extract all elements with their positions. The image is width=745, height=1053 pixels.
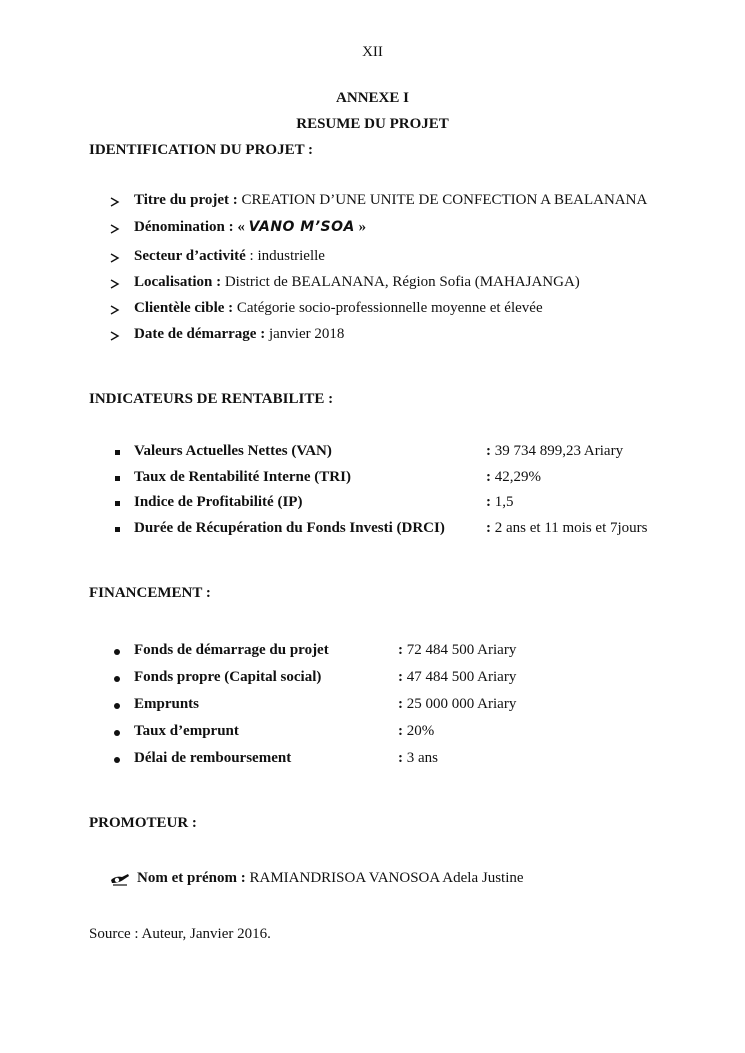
item-colon: :	[398, 750, 403, 766]
item-label: Valeurs Actuelles Nettes (VAN)	[134, 443, 332, 459]
list-item	[0, 723, 745, 743]
square-bullet-icon	[110, 494, 124, 511]
list-item	[0, 443, 745, 463]
item-label: Fonds propre (Capital social)	[134, 669, 322, 685]
list-item	[0, 750, 745, 770]
promoter-label: Nom et prénom :	[137, 870, 246, 886]
item-value: 72 484 500 Ariary	[406, 642, 517, 658]
list-item	[0, 192, 745, 212]
item-value: 3 ans	[406, 750, 438, 766]
item-label: Fonds de démarrage du projet	[134, 642, 329, 658]
item-label: Clientèle cible :	[134, 300, 234, 316]
identification-heading: IDENTIFICATION DU PROJET :	[89, 142, 314, 158]
item-colon: :	[486, 520, 491, 536]
item-label: Secteur d’activité	[134, 248, 246, 264]
item-colon: :	[486, 494, 491, 510]
item-value: 2 ans et 11 mois et 7jours	[494, 520, 648, 536]
arrow-bullet-icon	[110, 248, 124, 263]
item-colon: :	[398, 642, 403, 658]
item-label: Dénomination : «	[134, 219, 245, 235]
list-item	[0, 520, 745, 540]
item-colon: :	[486, 469, 491, 485]
square-bullet-icon	[110, 469, 124, 486]
dot-bullet-icon	[110, 642, 124, 660]
item-colon: :	[398, 696, 403, 712]
item-colon: :	[486, 443, 491, 459]
item-value: 20%	[406, 723, 435, 739]
item-value: 39 734 899,23 Ariary	[494, 443, 624, 459]
writing-hand-icon	[110, 871, 130, 892]
item-value: District de BEALANANA, Région Sofia (MAHAJANGA)	[224, 274, 580, 290]
list-item	[0, 642, 745, 662]
list-item	[0, 274, 745, 294]
item-label: Titre du projet :	[134, 192, 238, 208]
list-item	[0, 469, 745, 489]
summary-title: RESUME DU PROJET	[296, 116, 449, 132]
item-value: 1,5	[494, 494, 514, 510]
list-item	[0, 326, 745, 346]
dot-bullet-icon	[110, 750, 124, 768]
list-item	[0, 696, 745, 716]
item-value: CREATION D’UNE UNITE DE CONFECTION A BEALANANA	[241, 192, 648, 208]
item-value: 25 000 000 Ariary	[406, 696, 517, 712]
promoter-value: RAMIANDRISOA VANOSOA Adela Justine	[249, 870, 524, 886]
list-item	[0, 248, 745, 268]
item-label: Taux d’emprunt	[134, 723, 239, 739]
item-label: Taux de Rentabilité Interne (TRI)	[134, 469, 351, 485]
page-number: XII	[362, 44, 383, 60]
item-value: »	[358, 219, 367, 235]
item-label: Délai de remboursement	[134, 750, 292, 766]
arrow-bullet-icon	[110, 219, 124, 234]
square-bullet-icon	[110, 443, 124, 460]
item-colon: :	[398, 723, 403, 739]
list-item	[0, 669, 745, 689]
promoter-heading: PROMOTEUR :	[89, 815, 197, 831]
list-item	[0, 219, 745, 239]
list-item	[0, 300, 745, 320]
item-colon: :	[398, 669, 403, 685]
item-label: Durée de Récupération du Fonds Investi (DRCI)	[134, 520, 445, 536]
item-value: 47 484 500 Ariary	[406, 669, 517, 685]
item-label: Localisation :	[134, 274, 222, 290]
brand-name: VANO M’SOA	[248, 219, 355, 235]
financing-heading: FINANCEMENT :	[89, 585, 211, 601]
arrow-bullet-icon	[110, 274, 124, 289]
item-value: janvier 2018	[268, 326, 345, 342]
promoter-row	[0, 870, 745, 890]
annex-title: ANNEXE I	[336, 90, 409, 106]
source-note: Source : Auteur, Janvier 2016.	[89, 926, 271, 942]
item-value: 42,29%	[494, 469, 541, 485]
indicators-heading: INDICATEURS DE RENTABILITE :	[89, 391, 334, 407]
list-item	[0, 494, 745, 514]
item-value: Catégorie socio-professionnelle moyenne et élevée	[236, 300, 543, 316]
item-label: Emprunts	[134, 696, 200, 712]
item-label: Indice de Profitabilité (IP)	[134, 494, 303, 510]
arrow-bullet-icon	[110, 192, 124, 207]
dot-bullet-icon	[110, 669, 124, 687]
dot-bullet-icon	[110, 696, 124, 714]
item-label: Date de démarrage :	[134, 326, 266, 342]
square-bullet-icon	[110, 520, 124, 537]
arrow-bullet-icon	[110, 326, 124, 341]
item-value: : industrielle	[249, 248, 325, 264]
arrow-bullet-icon	[110, 300, 124, 315]
dot-bullet-icon	[110, 723, 124, 741]
